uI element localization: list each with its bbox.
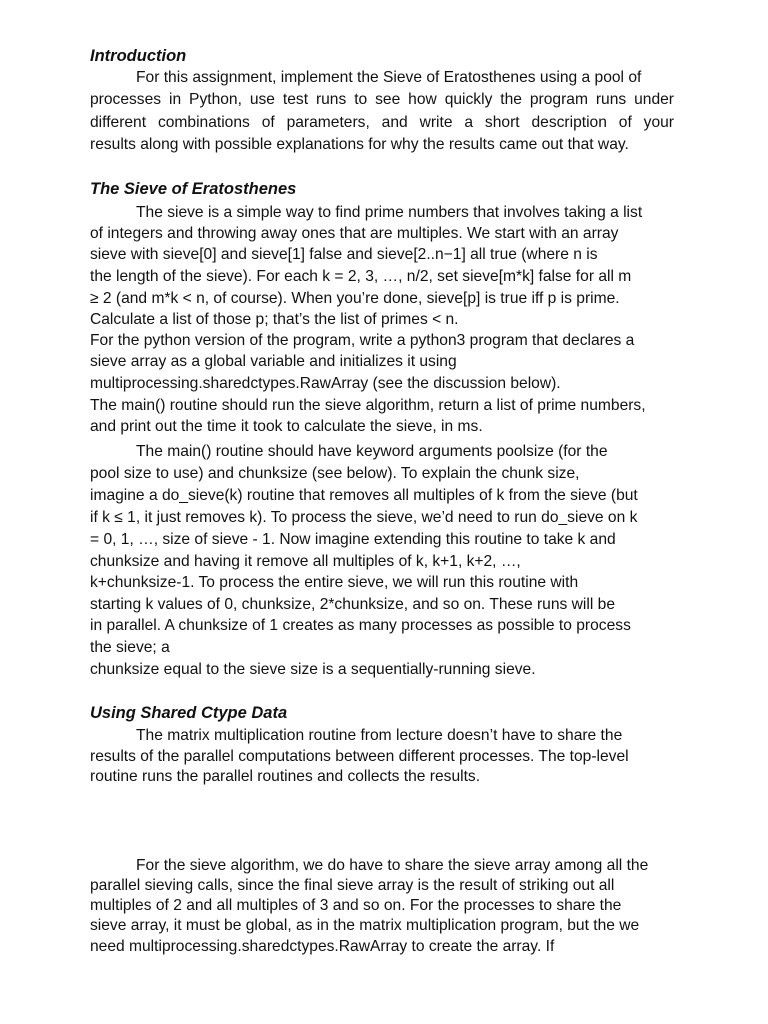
paragraph-line: in parallel. A chunksize of 1 creates as many processes as possible to process [90,617,631,634]
paragraph-line: results along with possible explanations for why the results came out that way. [90,136,629,153]
paragraph-line: chunksize and having it remove all multiples of k, k+1, k+2, …, [90,553,521,570]
paragraph-line: and print out the time it took to calculate the sieve, in ms. [90,418,483,435]
paragraph-line: For the sieve algorithm, we do have to share the sieve array among all the [136,857,649,874]
paragraph-line: For this assignment, implement the Sieve of Eratosthenes using a pool of [136,69,642,86]
paragraph-line: of integers and throwing away ones that are multiples. We start with an array [90,225,619,242]
paragraph-line: routine runs the parallel routines and collects the results. [90,768,481,785]
section-heading-introduction: Introduction [90,47,187,65]
paragraph-line: The sieve is a simple way to find prime numbers that involves taking a list [136,204,643,221]
paragraph-line: the length of the sieve). For each k = 2, 3, …, n/2, set sieve[m*k] false for all m [90,268,632,285]
paragraph-line: multiprocessing.sharedctypes.RawArray (see the discussion below). [90,375,561,392]
paragraph-line: different combinations of parameters, and write a short description of your [90,114,674,131]
paragraph-line: multiples of 2 and all multiples of 3 and so on. For the processes to share the [90,897,622,914]
paragraph-line: sieve array as a global variable and initializes it using [90,353,457,370]
paragraph-line: sieve with sieve[0] and sieve[1] false and sieve[2..n−1] all true (where n is [90,246,598,263]
paragraph-line: processes in Python, use test runs to see how quickly the program runs under [90,91,674,108]
paragraph-line: sieve array, it must be global, as in the matrix multiplication program, but the we [90,917,640,934]
paragraph-line: if k ≤ 1, it just removes k). To process the sieve, we’d need to run do_sieve on k [90,509,638,526]
paragraph-line: ≥ 2 (and m*k < n, of course). When you’re done, sieve[p] is true iff p is prime. [90,290,620,307]
paragraph-line: The main() routine should have keyword arguments poolsize (for the [136,443,608,460]
section-heading-sieve: The Sieve of Eratosthenes [90,180,297,198]
paragraph-line: k+chunksize-1. To process the entire sieve, we will run this routine with [90,574,579,591]
paragraph-line: The main() routine should run the sieve algorithm, return a list of prime numbers, [90,397,646,414]
section-heading-shared-ctype: Using Shared Ctype Data [90,704,288,722]
paragraph-line: = 0, 1, …, size of sieve - 1. Now imagine extending this routine to take k and [90,531,616,548]
paragraph-line: The matrix multiplication routine from lecture doesn’t have to share the [136,727,623,744]
paragraph-line: pool size to use) and chunksize (see below). To explain the chunk size, [90,465,580,482]
paragraph-line: For the python version of the program, write a python3 program that declares a [90,332,635,349]
paragraph-line: results of the parallel computations between different processes. The top-level [90,748,629,765]
paragraph-line: chunksize equal to the sieve size is a sequentially-running sieve. [90,661,536,678]
paragraph-line: Calculate a list of those p; that’s the list of primes < n. [90,311,459,328]
paragraph-line: starting k values of 0, chunksize, 2*chunksize, and so on. These runs will be [90,596,615,613]
paragraph-line: parallel sieving calls, since the final sieve array is the result of striking out all [90,877,615,894]
paragraph-line: the sieve; a [90,639,170,656]
paragraph-line: need multiprocessing.sharedctypes.RawArray to create the array. If [90,938,555,955]
paragraph-line: imagine a do_sieve(k) routine that removes all multiples of k from the sieve (but [90,487,638,504]
